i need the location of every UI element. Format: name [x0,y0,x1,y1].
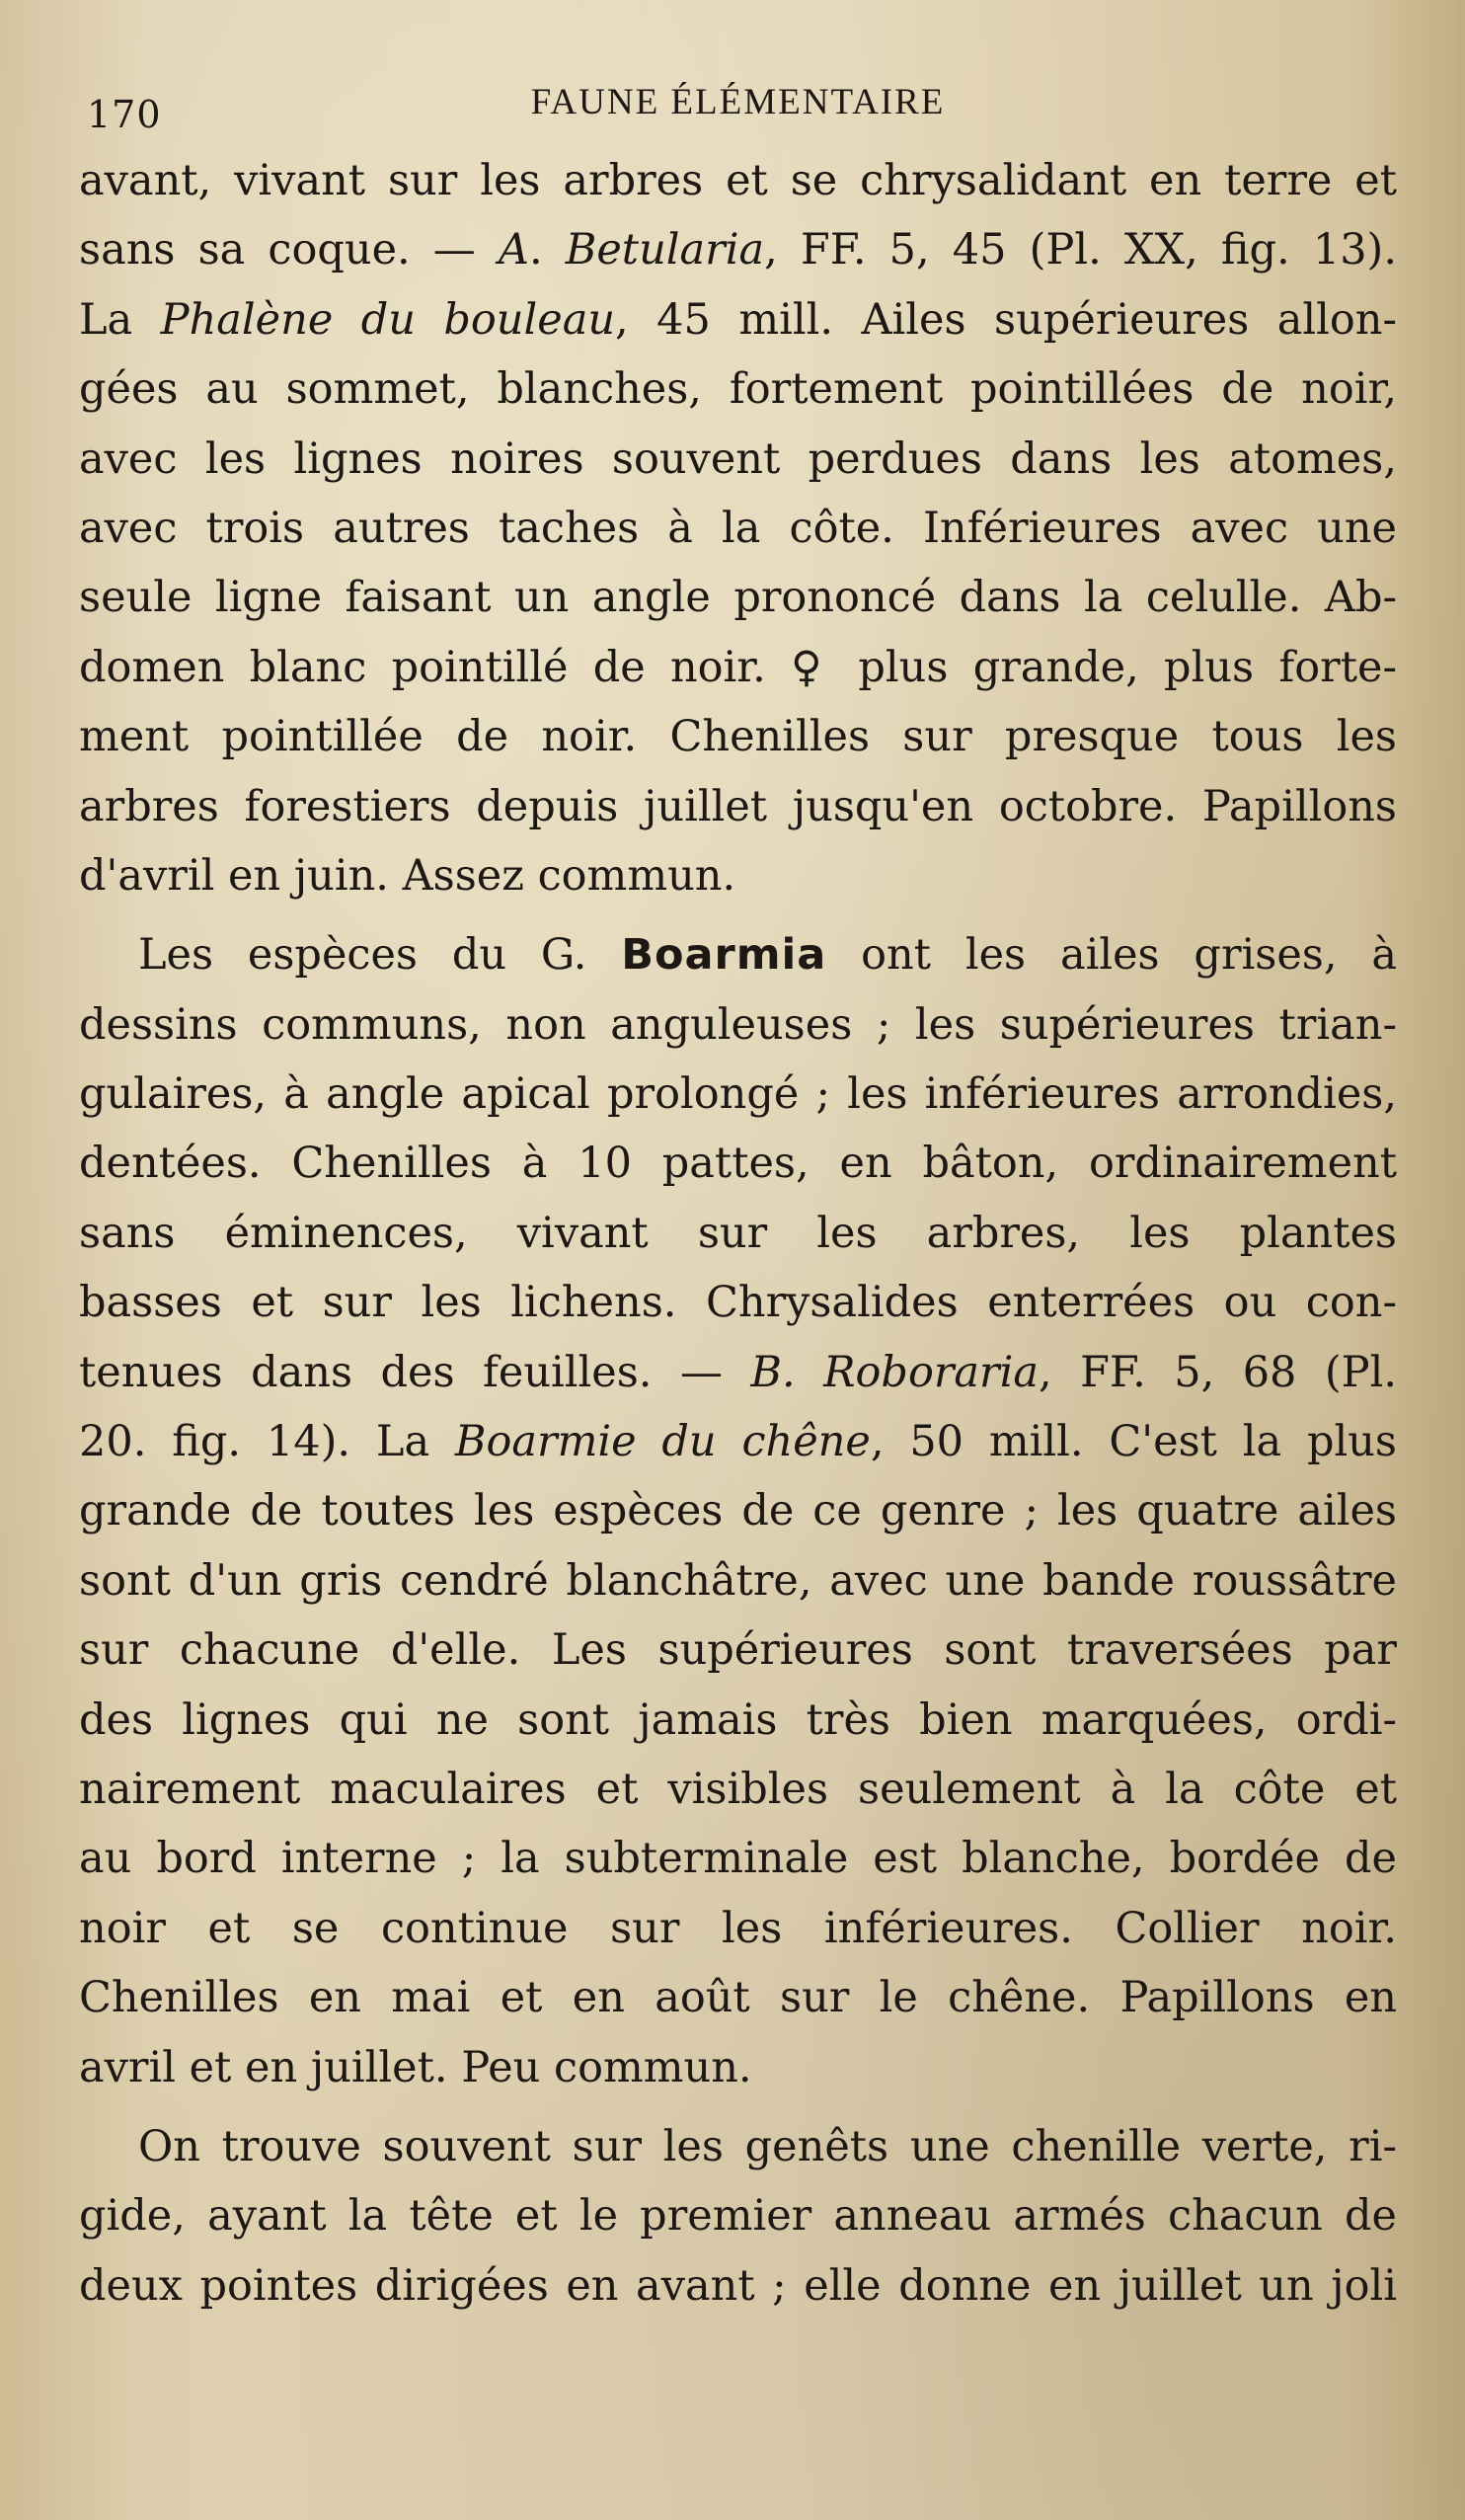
text-segment: dentées. Chenilles à 10 pattes, en bâton, ordinairement [79,1139,1397,1189]
text-segment: au bord interne ; la subterminale est blanche, bordée de [79,1834,1397,1884]
text-segment: dessins communs, non anguleuses ; les supérieures trian- [79,999,1397,1050]
text-line [79,841,1397,910]
text-line [79,702,1397,771]
text-line [79,354,1397,424]
text-line [79,1476,1397,1545]
italic-term: B. Roboraria [750,1347,1039,1397]
text-segment: sans éminences, vivant sur les arbres, les plantes [79,1208,1397,1258]
text-line [79,990,1397,1060]
text-segment: avant, vivant sur les arbres et se chrysalidant en terre et [79,156,1397,205]
text-segment: La [79,294,161,345]
text-segment: nairement maculaires et visibles seulement à la côte et [79,1764,1397,1814]
italic-term: Phalène du bouleau [160,294,616,345]
text-line [79,563,1397,632]
paragraph-gap [79,2102,1397,2112]
italic-term: Betularia [565,225,765,276]
text-line [79,1686,1397,1755]
text-segment: ont les ailes grises, à [826,930,1397,981]
text-line [79,1129,1397,1198]
text-segment: avec trois autres taches à la côte. Inférieures avec une [79,503,1397,553]
text-line [79,1755,1397,1824]
text-segment: tenues dans des feuilles. — [79,1347,751,1397]
body-text [79,146,1397,2321]
page-number: 170 [87,93,162,136]
text-line [79,1199,1397,1268]
text-segment: noir et se continue sur les inférieures. Collier noir. [79,1903,1397,1953]
text-segment: arbres forestiers depuis juillet jusqu'en octobre. Papillons [79,781,1397,831]
text-line [79,215,1397,284]
text-line [79,146,1397,215]
text-line [79,1824,1397,1893]
text-segment: deux pointes dirigées en avant ; elle donne en juillet un joli [79,2260,1397,2311]
text-segment: seule ligne faisant un angle prononcé dans la celulle. Ab- [79,573,1397,623]
text-segment: Les espèces du G. [138,930,622,981]
text-segment: , 45 mill. Ailes supérieures allon- [615,294,1397,345]
text-line [79,1060,1397,1129]
text-segment: 20. fig. 14). La [79,1417,455,1467]
text-segment: ment pointillée de noir. Chenilles sur presque tous les [79,712,1397,762]
text-line [79,2112,1397,2181]
text-segment: gulaires, à angle apical prolongé ; les inférieures arrondies, [79,1069,1397,1120]
book-page [79,71,1397,2481]
text-line [79,633,1397,702]
text-segment: sur chacune d'elle. Les supérieures sont traversées par [79,1625,1397,1676]
text-line [79,2251,1397,2321]
text-segment: domen blanc pointillé de noir. ♀ plus grande, plus forte- [79,642,1397,692]
running-title: FAUNE ÉLÉMENTAIRE [530,82,946,122]
italic-term: Boarmie du chêne [454,1417,871,1467]
text-line [79,772,1397,841]
text-segment: avec les lignes noires souvent perdues dans les atomes, [79,433,1397,484]
text-line [79,425,1397,494]
text-line [79,2181,1397,2250]
text-line [79,494,1397,563]
italic-term: A [498,225,529,276]
text-segment: Chenilles en mai et en août sur le chêne. Papillons en [79,1973,1397,2023]
text-line [79,1963,1397,2032]
text-line [79,1615,1397,1685]
text-segment: d'avril en juin. Assez commun. [79,850,736,901]
text-line [79,1407,1397,1476]
text-line [79,285,1397,354]
text-segment: , FF. 5, 45 (Pl. XX, fig. 13). [764,225,1397,276]
text-line [79,1268,1397,1337]
text-line [79,1894,1397,1963]
text-segment: . [528,225,566,276]
paragraph [79,2112,1397,2321]
text-line [79,2033,1397,2102]
text-segment: gées au sommet, blanches, fortement pointillées de noir, [79,364,1397,415]
text-line [79,1338,1397,1407]
text-segment: , 50 mill. C'est la plus [870,1417,1397,1467]
text-segment: grande de toutes les espèces de ce genre ; les quatre ailes [79,1486,1397,1536]
text-segment: sans sa coque. — [79,225,499,276]
text-line [79,920,1397,989]
running-head [79,71,1397,140]
text-segment: des lignes qui ne sont jamais très bien marquées, ordi- [79,1694,1397,1745]
genus-name: Boarmia [621,930,827,981]
text-segment: basses et sur les lichens. Chrysalides enterrées ou con- [79,1278,1397,1328]
text-line [79,1546,1397,1615]
paragraph [79,920,1397,2102]
text-segment: gide, ayant la tête et le premier anneau armés chacun de [79,2191,1397,2242]
paragraph [79,146,1397,910]
text-segment: On trouve souvent sur les genêts une chenille verte, ri- [138,2121,1397,2171]
paragraph-gap [79,910,1397,920]
text-segment: avril et en juillet. Peu commun. [79,2042,752,2092]
text-segment: sont d'un gris cendré blanchâtre, avec une bande roussâtre [79,1555,1397,1606]
text-segment: , FF. 5, 68 (Pl. [1038,1347,1398,1397]
